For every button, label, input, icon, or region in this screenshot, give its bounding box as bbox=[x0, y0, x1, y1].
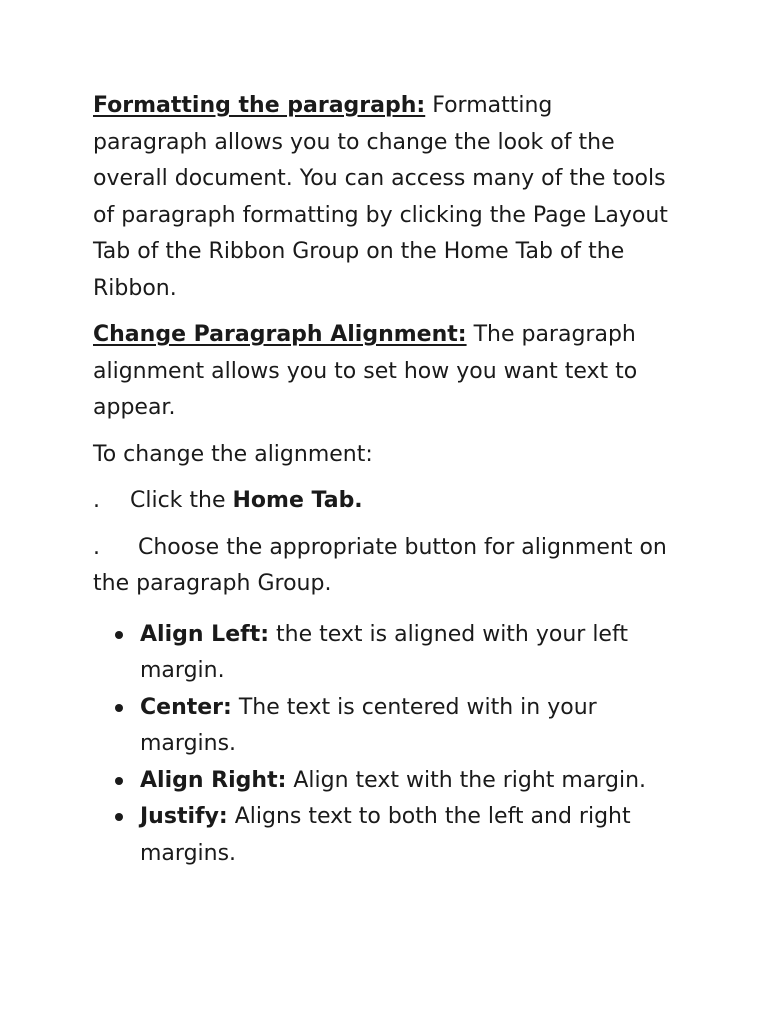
bullet-icon bbox=[115, 813, 123, 821]
list-item-center bbox=[93, 690, 668, 763]
section-body-formatting: Formatting paragraph allows you to change the look of the overall document. You can access many of the tools of paragraph formatting by clicking the Page Layout Tab of the Ribbon Group on the Home Tab of the Ribbon. bbox=[93, 93, 668, 301]
section-heading-alignment: Change Paragraph Alignment: bbox=[93, 322, 467, 347]
section-body-alignment: The paragraph alignment allows you to set how you want text to appear. bbox=[93, 322, 638, 420]
bullet-icon bbox=[115, 704, 123, 712]
list-term: Align Left: bbox=[140, 621, 270, 647]
alignment-options-list bbox=[93, 617, 668, 873]
paragraph-alignment-section bbox=[93, 317, 668, 427]
step-item bbox=[93, 483, 668, 520]
section-heading-formatting: Formatting the paragraph: bbox=[93, 93, 426, 118]
list-term: Center: bbox=[140, 694, 232, 720]
step-bold-text: Home Tab. bbox=[232, 488, 363, 513]
list-item-align-right bbox=[93, 763, 668, 800]
list-desc: Align text with the right margin. bbox=[286, 767, 647, 793]
list-desc: The text is centered with in your margins. bbox=[140, 694, 597, 756]
step-marker: . bbox=[93, 534, 100, 560]
step-item bbox=[93, 530, 668, 603]
alignment-intro: To change the alignment: bbox=[93, 441, 373, 467]
list-item-align-left bbox=[93, 617, 668, 690]
bullet-icon bbox=[115, 631, 123, 639]
step-text: Choose the appropriate button for alignment on the paragraph Group. bbox=[93, 534, 667, 596]
list-item-justify bbox=[93, 799, 668, 872]
paragraph-formatting-section bbox=[93, 88, 668, 307]
list-term: Justify: bbox=[140, 804, 228, 829]
bullet-icon bbox=[115, 777, 123, 785]
step-text: Click the bbox=[130, 488, 233, 513]
list-desc: Aligns text to both the left and right margins. bbox=[140, 804, 631, 866]
list-term: Align Right: bbox=[140, 767, 287, 793]
step-marker: . bbox=[93, 488, 100, 513]
list-desc: the text is aligned with your left margin. bbox=[140, 621, 628, 683]
